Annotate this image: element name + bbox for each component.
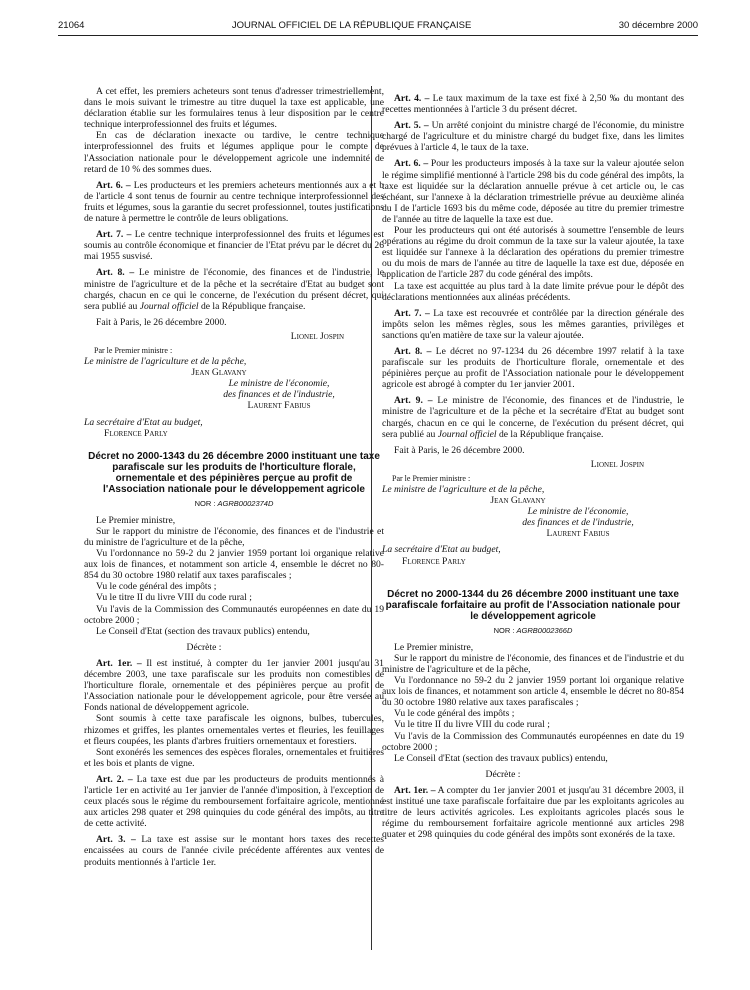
article-7: Art. 7. – La taxe est recouvrée et contrôlée par la direction générale des impôts selon les mêmes règles, sous les mêmes garanties, privilèges et sanctions qu'en matière de taxe sur la valeur ajoutée. <box>382 307 684 341</box>
decrete: Décrète : <box>186 641 222 653</box>
visa: Le Conseil d'Etat (section des travaux publics) entendu, <box>394 752 608 764</box>
article-2: Art. 2. – La taxe est due par les producteurs de produits mentionnés à l'article 1er en activité au 1er janvier de l'année d'imposition, à l'exception de ceux placés sous le régime du remboursement forfaitaire agricole, mentionné aux articles 298 quater et 298 quinquies du code général des impôts, au titre de cette activité. <box>84 773 384 830</box>
par-premier-ministre: Par le Premier ministre : <box>94 345 173 355</box>
decree-title: Décret no 2000-1344 du 26 décembre 2000 instituant une taxe parafiscale forfaitaire au profit de l'Association nationale pour le développement agricole <box>385 588 681 622</box>
article-1: Art. 1er. – Il est institué, à compter du 1er janvier 2001 jusqu'au 31 décembre 2003, une taxe parafiscale sur les produits non comestibles de l'horticulture florale, ornementale et des pépinières perçue au profit de l'Association nationale pour le développement agricole, pour être versée au Fonds national de développement agricole. <box>84 657 384 714</box>
article-1: Art. 1er. – A compter du 1er janvier 2001 et jusqu'au 31 décembre 2003, il est institué une taxe parafiscale forfaitaire due par les exploitants agricoles au titre de leurs activités agricoles. Les exploitants agricoles placés sous le régime du remboursement forfaitaire agricole mentionné aux articles 298 quater et 298 quinquies du code général des impôts sont exonérés de la taxe. <box>382 784 684 841</box>
visa: Sur le rapport du ministre de l'économie, des finances et de l'industrie et du ministre de l'agriculture et de la pêche, <box>84 525 384 548</box>
article-8: Art. 8. – Le ministre de l'économie, des finances et de l'industrie, le ministre de l'agriculture et de la pêche et la secrétaire d'Etat au budget sont chargés, chacun en ce qui le concerne, de l'exécution du présent décret, qui sera publié au Journal officiel de la République française. <box>84 267 384 312</box>
signature-budget: Florence Parly <box>104 427 168 439</box>
par-premier-ministre: Par le Premier ministre : <box>392 473 471 483</box>
header-rule <box>58 35 698 36</box>
paragraph: En cas de déclaration inexacte ou tardive, le centre technique interprofessionnel des fruits et légumes applique pour le compte de l'Association nationale pour le développement agricole une indemnité de retard de 10 % des sommes dues. <box>84 130 384 175</box>
visa: Vu le titre II du livre VIII du code rural ; <box>394 719 550 731</box>
article-9: Art. 9. – Le ministre de l'économie, des finances et de l'industrie, le ministre de l'agriculture et de la pêche et la secrétaire d'Etat au budget sont chargés, chacun en ce qui le concerne, de l'exécution du présent décret, qui sera publié au Journal officiel de la République française. <box>382 395 684 440</box>
decrete: Décrète : <box>485 768 521 780</box>
signature-pm: Lionel Jospin <box>290 330 344 342</box>
premier-ministre: Le Premier ministre, <box>394 641 474 653</box>
visa: Sur le rapport du ministre de l'économie, des finances et de l'industrie et du ministre de l'agriculture et de la pêche, <box>382 652 684 675</box>
signature-budget: Florence Parly <box>402 555 466 567</box>
premier-ministre: Le Premier ministre, <box>96 514 176 526</box>
paragraph: Sont exonérés les semences des espèces florales, ornementales et fruitières et les bois et plants de vigne. <box>84 746 384 769</box>
minister-economie: Le ministre de l'économie, <box>527 506 629 518</box>
signature-agriculture: Jean Glavany <box>191 367 247 379</box>
visa: Vu le code général des impôts ; <box>96 581 217 593</box>
minister-economie-2: des finances et de l'industrie, <box>223 389 335 401</box>
decree-title: Décret no 2000-1343 du 26 décembre 2000 instituant une taxe parafiscale sur les produits de l'horticulture florale, ornementale et des pépinières perçue au profit de l'Association nationale pour le développement agricole <box>88 450 380 495</box>
article-5: Art. 5. – Un arrêté conjoint du ministre chargé de l'économie, du ministre chargé de l'agriculture et du ministre chargé du budget fixe, dans les limites prévues à l'article 4, le taux de la taxe. <box>382 120 684 154</box>
article-8: Art. 8. – Le décret no 97-1234 du 26 décembre 1997 relatif à la taxe parafiscale sur les produits de l'horticulture florale, ornementale et des pépinières perçue au profit de l'Association nationale pour le développement agricole est abrogé à compter du 1er janvier 2001. <box>382 345 684 391</box>
nor-reference: NOR : AGRB0002374D <box>194 498 274 508</box>
article-7: Art. 7. – Le centre technique interprofessionnel des fruits et légumes est soumis au contrôle économique et financier de l'Etat prévu par le décret du 26 mai 1955 susvisé. <box>84 229 384 263</box>
visa: Le Conseil d'Etat (section des travaux publics) entendu, <box>96 625 310 637</box>
paragraph: La taxe est acquittée au plus tard à la date limite prévue pour le dépôt des déclarations mentionnées aux alinéas précédents. <box>382 280 684 303</box>
article-3: Art. 3. – La taxe est assise sur le montant hors taxes des recettes encaissées au cours de l'année civile précédente afférentes aux ventes de produits mentionnés à l'article 1er. <box>84 834 384 868</box>
visa: Vu l'avis de la Commission des Communautés européennes en date du 19 octobre 2000 ; <box>382 730 684 753</box>
fait-a-paris: Fait à Paris, le 26 décembre 2000. <box>394 444 525 456</box>
signature-pm: Lionel Jospin <box>590 458 644 470</box>
minister-agriculture: Le ministre de l'agriculture et de la pêche, <box>84 356 247 368</box>
article-4: Art. 4. – Le taux maximum de la taxe est fixé à 2,50 ‰ du montant des recettes mentionnées à l'article 3 du présent décret. <box>382 93 684 116</box>
minister-economie: Le ministre de l'économie, <box>228 378 330 390</box>
visa: Vu l'avis de la Commission des Communautés européennes en date du 19 octobre 2000 ; <box>84 603 384 626</box>
visa: Vu le code général des impôts ; <box>394 708 515 720</box>
visa: Vu l'ordonnance no 59-2 du 2 janvier 1959 portant loi organique relative aux lois de finances, et notamment son article 4, ensemble le décret no 80-854 du 30 octobre 1980 relatif aux taxes parafiscales ; <box>84 548 384 582</box>
paragraph: Pour les producteurs qui ont été autorisés à soumettre l'ensemble de leurs opérations au régime du droit commun de la taxe sur la valeur ajoutée, la taxe est liquidée sur l'annexe à la déclaration des opérations du premier trimestre ou du mois de mars de l'année au titre de laquelle la taxe est due, déposée en application de l'article 287 du code général des impôts. <box>382 225 684 281</box>
issue-date: 30 décembre 2000 <box>618 20 698 31</box>
article-6: Art. 6. – Pour les producteurs imposés à la taxe sur la valeur ajoutée selon le régime simplifié mentionné à l'article 298 bis du code général des impôts, la taxe est liquidée sur la déclaration annuelle prévue à cet article ou, le cas échéant, sur l'annexe à la déclaration trimestrielle prévue au deuxième alinéa du I de l'article 1693 bis du même code, déposée au titre du premier trimestre de l'année au titre de laquelle la taxe est due. <box>382 158 684 225</box>
page-header <box>58 20 698 34</box>
minister-economie-2: des finances et de l'industrie, <box>522 517 634 529</box>
page-number: 21064 <box>58 20 85 31</box>
nor-reference: NOR : AGRB0002366D <box>493 625 573 635</box>
signature-economie: Laurent Fabius <box>546 528 610 540</box>
minister-agriculture: Le ministre de l'agriculture et de la pêche, <box>382 484 545 495</box>
paragraph: Sont soumis à cette taxe parafiscale les oignons, bulbes, tubercules, rhizomes et griffes, les plantes ornementales vertes et fleuries, les feuillages et fleurs coupées, les plants d'arbres fruitiers ornementaux et forestiers. <box>84 713 384 747</box>
secretaire-budget: La secrétaire d'Etat au budget, <box>84 416 203 428</box>
signature-economie: Laurent Fabius <box>247 400 311 412</box>
secretaire-budget: La secrétaire d'Etat au budget, <box>382 544 501 556</box>
right-column <box>382 93 684 840</box>
visa: Vu le titre II du livre VIII du code rural ; <box>96 592 252 604</box>
signature-agriculture: Jean Glavany <box>490 495 546 507</box>
article-6: Art. 6. – Les producteurs et les premiers acheteurs mentionnés aux a et b de l'article 4 sont tenus de fournir au centre technique interprofessionnel des fruits et légumes, sous la garantie du secret professionnel, toutes justifications de nature à permettre le contrôle de leurs obligations. <box>84 179 384 225</box>
journal-title: JOURNAL OFFICIEL DE LA RÉPUBLIQUE FRANÇAISE <box>231 20 472 31</box>
visa: Vu l'ordonnance no 59-2 du 2 janvier 1959 portant loi organique relative aux lois de finances, et notamment son article 4, ensemble le décret no 80-854 du 30 octobre 1980 relative aux taxes parafiscales ; <box>382 675 684 709</box>
paragraph: A cet effet, les premiers acheteurs sont tenus d'adresser trimestriellement, dans le mois suivant le trimestre au titre duquel la taxe est applicable, une déclaration établie sur les formulaires tenus à leur disposition par le centre technique interprofessionnel des fruits et légumes. <box>84 86 384 131</box>
fait-a-paris: Fait à Paris, le 26 décembre 2000. <box>96 316 227 328</box>
left-column <box>84 86 384 868</box>
